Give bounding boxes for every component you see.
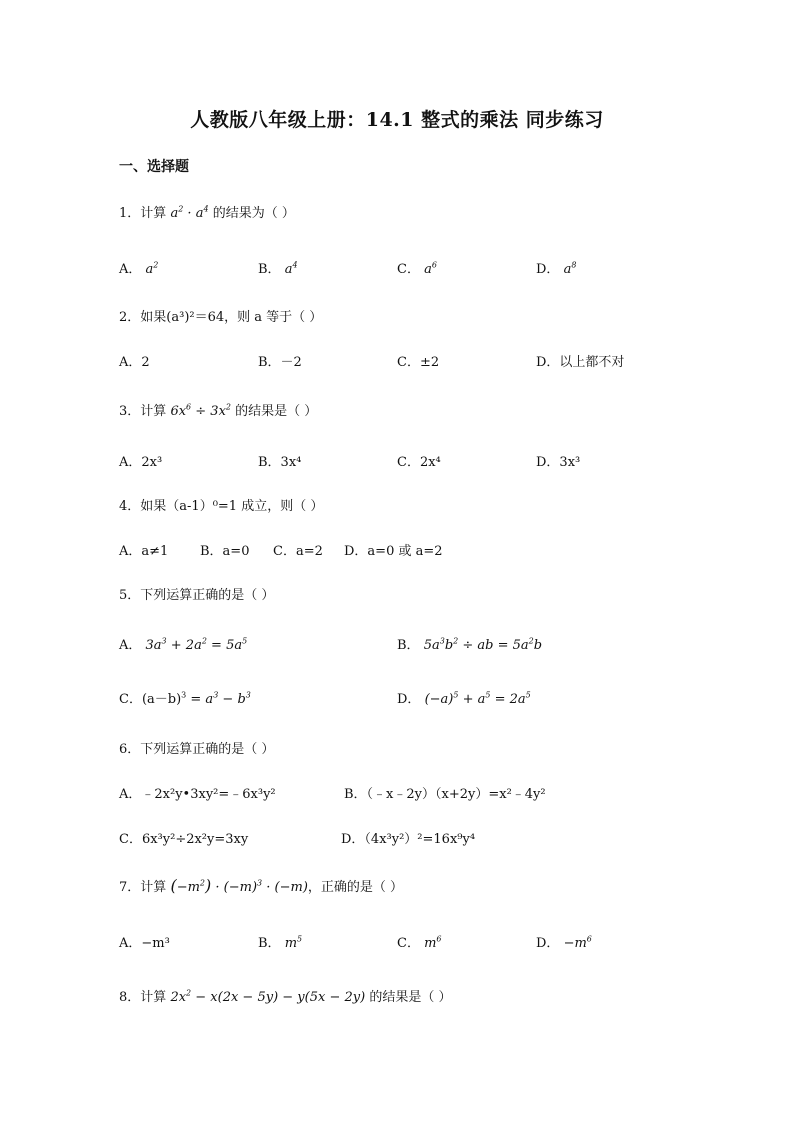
- page-title: 人教版八年级上册：14.1 整式的乘法 同步练习: [190, 109, 604, 131]
- question-text: ，正确的是（ ）: [307, 880, 404, 895]
- option-b[interactable]: B．－2: [258, 355, 302, 370]
- option-d[interactable]: D．以上都不对: [536, 355, 625, 370]
- option-d[interactable]: D． $a^8$: [536, 260, 577, 277]
- question-text: 计算: [140, 880, 167, 895]
- option-d[interactable]: D．3x³: [536, 455, 581, 470]
- option-c[interactable]: C．2x⁴: [397, 455, 441, 470]
- question-number: 7．: [119, 880, 141, 895]
- option-b[interactable]: B．（﹣x﹣2y）（x+2y）=x²﹣4y²: [344, 787, 546, 802]
- question-text: 下列运算正确的是（ ）: [140, 588, 275, 603]
- question-number: 3．: [119, 404, 141, 419]
- question-5: [119, 584, 274, 603]
- question-text: 下列运算正确的是（ ）: [140, 742, 275, 757]
- option-c[interactable]: C．$(a-b)^3 = a^3 - b^3$: [119, 690, 251, 707]
- option-c[interactable]: C．6x³y²÷2x²y=3xy: [119, 832, 249, 847]
- question-text: 的结果是（ ）: [369, 990, 452, 1005]
- option-b[interactable]: B． $m^5$: [258, 934, 303, 951]
- option-b[interactable]: B．3x⁴: [258, 455, 302, 470]
- question-6: [119, 738, 274, 757]
- question-text: 如果(a³)²＝64，则 a 等于（ ）: [140, 310, 323, 325]
- math-expression: $6x^6 \div 3x^2$: [170, 402, 231, 419]
- question-number: 8．: [119, 990, 141, 1005]
- option-b[interactable]: B． $5a^3b^2$ ÷ ab = $5a^2b$: [397, 636, 543, 653]
- option-d[interactable]: D．（4x³y²）²=16x⁹y⁴: [341, 832, 476, 847]
- question-text: 计算: [140, 206, 167, 221]
- question-text: 如果（a-1）⁰=1 成立，则（ ）: [140, 499, 324, 514]
- question-8: [119, 986, 451, 1005]
- question-text: 计算: [140, 990, 167, 1005]
- option-a[interactable]: A．a≠1: [119, 544, 169, 559]
- question-4: [119, 495, 323, 514]
- option-d[interactable]: D． $-m^6$: [536, 934, 592, 951]
- math-expression: $2x^2 - x(2x - 5y) - y(5x - 2y)$: [170, 988, 366, 1005]
- option-d[interactable]: D．a=0 或 a=2: [344, 544, 443, 559]
- math-expression: $(-m^2) \cdot (-m)^3 \cdot (-m)$: [170, 876, 308, 895]
- question-7: [119, 876, 403, 895]
- question-2: [119, 306, 322, 325]
- option-b[interactable]: B．a=0: [200, 544, 250, 559]
- question-number: 1．: [119, 206, 141, 221]
- option-c[interactable]: C． $m^6$: [397, 934, 442, 951]
- option-b[interactable]: B． $a^4$: [258, 260, 298, 277]
- option-c[interactable]: C． $a^6$: [397, 260, 437, 277]
- option-a[interactable]: A．−m³: [119, 936, 170, 951]
- option-a[interactable]: A． $3a^3 + 2a^2 = 5a^5$: [119, 636, 248, 653]
- question-number: 4．: [119, 499, 141, 514]
- option-a[interactable]: A．2x³: [119, 455, 163, 470]
- question-number: 6．: [119, 742, 141, 757]
- question-text: 计算: [140, 404, 167, 419]
- math-expression: $a^2 \cdot a^4$: [170, 204, 209, 221]
- option-c[interactable]: C．a=2: [273, 544, 323, 559]
- question-1: [119, 202, 295, 221]
- question-text: 的结果为（ ）: [212, 206, 295, 221]
- question-3: [119, 400, 317, 419]
- option-a[interactable]: A．﹣2x²y•3xy²=﹣6x³y²: [119, 787, 276, 802]
- question-number: 5．: [119, 588, 141, 603]
- section-heading: 一、选择题: [119, 159, 189, 175]
- option-a[interactable]: A．2: [119, 355, 150, 370]
- option-c[interactable]: C．±2: [397, 355, 440, 370]
- question-text: 的结果是（ ）: [235, 404, 318, 419]
- option-a[interactable]: A． $a^2$: [119, 260, 159, 277]
- question-number: 2．: [119, 310, 141, 325]
- option-d[interactable]: D． $(-a)^5 + a^5 = 2a^5$: [397, 690, 531, 707]
